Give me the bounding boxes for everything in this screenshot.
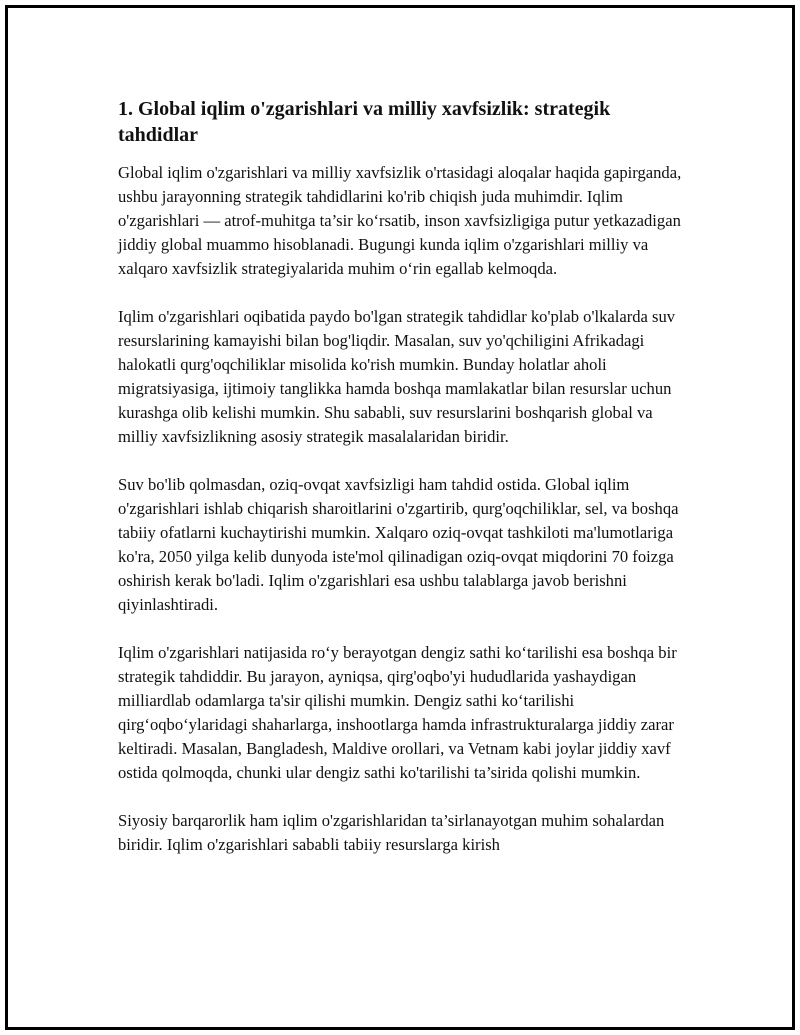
paragraph-1: Global iqlim o'zgarishlari va milliy xavfsizlik o'rtasidagi aloqalar haqida gapirganda, ushbu jarayonning strategik tahdidlarini ko'rib chiqish juda muhimdir. Iqlim o'zgarishlari — atrof-muhitga ta’sir ko‘rsatib, inson xavfsizligiga putur yetkazadigan jiddiy global muammo hisoblanadi. Bugungi kunda iqlim o'zgarishlari milliy va xalqaro xavfsizlik strategiyalarida muhim o‘rin egallab kelmoqda. (118, 163, 682, 278)
page-frame (5, 5, 795, 1030)
paragraph-3: Suv bo'lib qolmasdan, oziq-ovqat xavfsizligi ham tahdid ostida. Global iqlim o'zgarishlari ishlab chiqarish sharoitlarini o'zgartirib, qurg'oqchiliklar, sel, va boshqa tabiiy ofatlarni kuchaytirishi mumkin. Xalqaro oziq-ovqat tashkiloti ma'lumotlariga ko'ra, 2050 yilga kelib dunyoda iste'mol qilinadigan oziq-ovqat miqdorini 70 foizga oshirish kerak bo'ladi. Iqlim o'zgarishlari esa ushbu talablarga javob berishni qiyinlashtiradi. (118, 475, 679, 614)
paragraph-5: Siyosiy barqarorlik ham iqlim o'zgarishlaridan ta’sirlanayotgan muhim sohalardan biridir. Iqlim o'zgarishlari sababli tabiiy resurslarga kirish (118, 811, 665, 854)
paragraph-4: Iqlim o'zgarishlari natijasida ro‘y berayotgan dengiz sathi ko‘tarilishi esa boshqa bir strategik tahdiddir. Bu jarayon, ayniqsa, qirg'oqbo'yi hududlarida yashaydigan milliardlab odamlarga ta'sir qilishi mumkin. Dengiz sathi ko‘tarilishi qirg‘oqbo‘ylaridagi shaharlarga, inshootlarga hamda infrastrukturalarga jiddiy zarar keltiradi. Masalan, Bangladesh, Maldive orollari, va Vetnam kabi joylar jiddiy xavf ostida qolmoqda, chunki ular dengiz sathi ko'tarilishi ta’sirida qolishi mumkin. (118, 643, 677, 782)
paragraph-2: Iqlim o'zgarishlari oqibatida paydo bo'lgan strategik tahdidlar ko'plab o'lkalarda suv resurslarining kamayishi bilan bog'liqdir. Masalan, suv yo'qchiligini Afrikadagi halokatli qurg'oqchiliklar misolida ko'rish mumkin. Bunday holatlar aholi migratsiyasiga, ijtimoiy tanglikka hamda boshqa mamlakatlar bilan resurslar uchun kurashga olib kelishi mumkin. Shu sababli, suv resurslarini boshqarish global va milliy xavfsizlikning asosiy strategik masalalaridan biridir. (118, 307, 676, 446)
document-body (118, 96, 688, 881)
document-title: 1. Global iqlim o'zgarishlari va milliy xavfsizlik: strategik tahdidlar (118, 98, 611, 146)
